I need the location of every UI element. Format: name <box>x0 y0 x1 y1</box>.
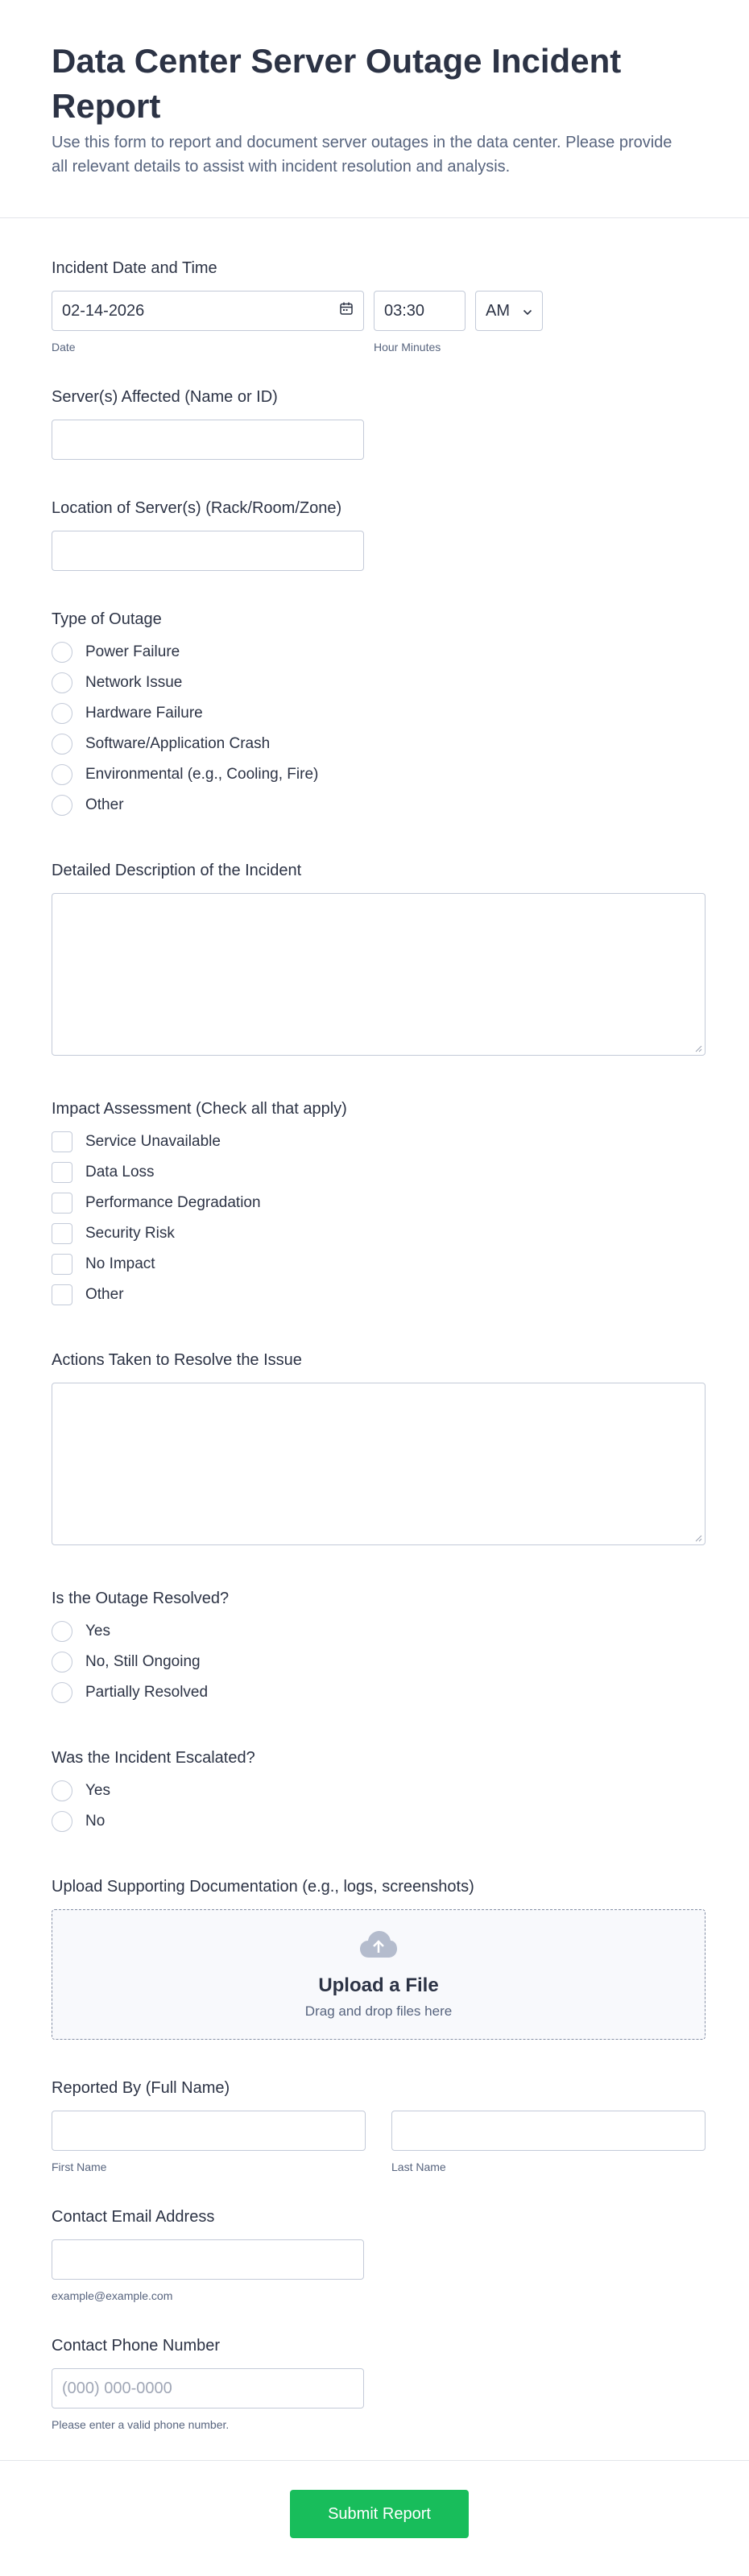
impact-option[interactable] <box>52 1280 697 1310</box>
impact-option[interactable] <box>52 1127 697 1157</box>
last-name-input[interactable] <box>391 2111 706 2151</box>
option-label: No, Still Ongoing <box>85 1653 201 1670</box>
checkbox[interactable] <box>52 1162 72 1183</box>
resolved-option[interactable] <box>52 1647 697 1677</box>
option-label: Security Risk <box>85 1225 175 1242</box>
reported-by-label: Reported By (Full Name) <box>52 2079 230 2097</box>
phone-placeholder: (000) 000-0000 <box>62 2379 172 2397</box>
radio-button[interactable] <box>52 703 72 724</box>
resize-handle-icon[interactable] <box>694 1044 702 1052</box>
checkbox[interactable] <box>52 1193 72 1214</box>
escalated-label: Was the Incident Escalated? <box>52 1749 255 1767</box>
servers-affected-input[interactable] <box>52 420 364 460</box>
outage-type-option[interactable] <box>52 668 697 698</box>
checkbox[interactable] <box>52 1223 72 1244</box>
upload-title: Upload a File <box>318 1974 439 1996</box>
phone-field[interactable] <box>52 2368 364 2409</box>
resolved-option[interactable] <box>52 1616 697 1647</box>
email-label: Contact Email Address <box>52 2208 215 2226</box>
escalated-option[interactable] <box>52 1806 697 1837</box>
resize-handle-icon[interactable] <box>694 1534 702 1542</box>
radio-button[interactable] <box>52 1682 72 1703</box>
escalated-option[interactable] <box>52 1776 697 1806</box>
file-upload-dropzone[interactable] <box>52 1909 706 2040</box>
checkbox[interactable] <box>52 1131 72 1152</box>
date-input[interactable] <box>52 291 364 331</box>
option-label: Hardware Failure <box>85 705 203 722</box>
radio-button[interactable] <box>52 764 72 785</box>
upload-field <box>52 1875 697 2040</box>
impact-option[interactable] <box>52 1249 697 1280</box>
radio-button[interactable] <box>52 642 72 663</box>
option-label: Network Issue <box>85 674 183 691</box>
option-label: Yes <box>85 1782 110 1799</box>
actions-textarea[interactable] <box>52 1383 706 1545</box>
radio-button[interactable] <box>52 1621 72 1642</box>
ampm-select[interactable] <box>475 291 543 331</box>
server-location-input[interactable] <box>52 531 364 571</box>
resolved-field <box>52 1587 697 1708</box>
email-sublabel: example@example.com <box>52 2289 173 2302</box>
ampm-value: AM <box>486 301 510 320</box>
form-description: Use this form to report and document server outages in the data center. Please provide all relevant details to assist with incident resolution and analysis. <box>52 134 672 176</box>
email-field-group <box>52 2206 697 2302</box>
incident-datetime-label: Incident Date and Time <box>52 259 217 277</box>
actions-field <box>52 1349 697 1545</box>
phone-label: Contact Phone Number <box>52 2337 221 2355</box>
first-name-input[interactable] <box>52 2111 366 2151</box>
outage-type-option[interactable] <box>52 790 697 821</box>
outage-type-option[interactable] <box>52 729 697 759</box>
radio-button[interactable] <box>52 672 72 693</box>
outage-type-label: Type of Outage <box>52 610 162 628</box>
upload-subtitle: Drag and drop files here <box>304 2003 453 2019</box>
impact-options <box>52 1127 697 1310</box>
phone-sublabel: Please enter a valid phone number. <box>52 2418 230 2431</box>
option-label: Yes <box>85 1623 110 1639</box>
description-label: Detailed Description of the Incident <box>52 862 302 879</box>
chevron-down-icon <box>523 302 532 320</box>
time-sublabel: Hour Minutes <box>374 341 441 354</box>
server-location-field <box>52 497 697 571</box>
impact-field <box>52 1098 697 1310</box>
outage-type-options <box>52 637 697 821</box>
servers-affected-field <box>52 386 697 460</box>
time-input[interactable] <box>374 291 466 331</box>
actions-label: Actions Taken to Resolve the Issue <box>52 1351 302 1369</box>
outage-type-option[interactable] <box>52 637 697 668</box>
option-label: Service Unavailable <box>85 1133 221 1150</box>
option-label: Partially Resolved <box>85 1684 209 1701</box>
cloud-upload-icon <box>358 1930 399 1963</box>
radio-button[interactable] <box>52 1780 72 1801</box>
checkbox[interactable] <box>52 1254 72 1275</box>
submit-button[interactable]: Submit Report <box>290 2490 469 2538</box>
option-label: Environmental (e.g., Cooling, Fire) <box>85 766 319 783</box>
impact-option[interactable] <box>52 1157 697 1188</box>
option-label: Software/Application Crash <box>85 735 271 752</box>
incident-datetime-field <box>52 257 697 354</box>
form-title: Data Center Server Outage Incident Report <box>52 42 622 125</box>
last-name-sublabel: Last Name <box>391 2160 446 2173</box>
servers-affected-label: Server(s) Affected (Name or ID) <box>52 388 278 406</box>
option-label: No Impact <box>85 1255 155 1272</box>
option-label: Other <box>85 796 124 813</box>
email-field[interactable] <box>52 2239 364 2280</box>
first-name-sublabel: First Name <box>52 2160 107 2173</box>
outage-type-field <box>52 608 697 821</box>
radio-button[interactable] <box>52 795 72 816</box>
date-value: 02-14-2026 <box>62 301 145 320</box>
option-label: Data Loss <box>85 1164 155 1180</box>
upload-label: Upload Supporting Documentation (e.g., logs, screenshots) <box>52 1878 474 1896</box>
outage-type-option[interactable] <box>52 698 697 729</box>
outage-type-option[interactable] <box>52 759 697 790</box>
option-label: Power Failure <box>85 643 180 660</box>
form-body <box>0 218 749 2431</box>
option-label: Performance Degradation <box>85 1194 261 1211</box>
radio-button[interactable] <box>52 1652 72 1673</box>
phone-field-group <box>52 2334 697 2431</box>
escalated-field <box>52 1747 697 1837</box>
impact-option[interactable] <box>52 1188 697 1218</box>
time-value: 03:30 <box>384 301 425 320</box>
impact-label: Impact Assessment (Check all that apply) <box>52 1100 347 1118</box>
form-footer <box>0 2460 749 2576</box>
date-sublabel: Date <box>52 341 76 354</box>
description-field <box>52 859 697 1056</box>
option-label: No <box>85 1813 106 1830</box>
resolved-label: Is the Outage Resolved? <box>52 1590 230 1607</box>
option-label: Other <box>85 1286 124 1303</box>
checkbox[interactable] <box>52 1284 72 1305</box>
reported-by-field <box>52 2077 697 2173</box>
form-header <box>0 0 749 218</box>
calendar-icon[interactable] <box>339 301 354 320</box>
radio-button[interactable] <box>52 1811 72 1832</box>
impact-option[interactable] <box>52 1218 697 1249</box>
description-textarea[interactable] <box>52 893 706 1056</box>
server-location-label: Location of Server(s) (Rack/Room/Zone) <box>52 499 342 517</box>
radio-button[interactable] <box>52 734 72 755</box>
resolved-option[interactable] <box>52 1677 697 1708</box>
